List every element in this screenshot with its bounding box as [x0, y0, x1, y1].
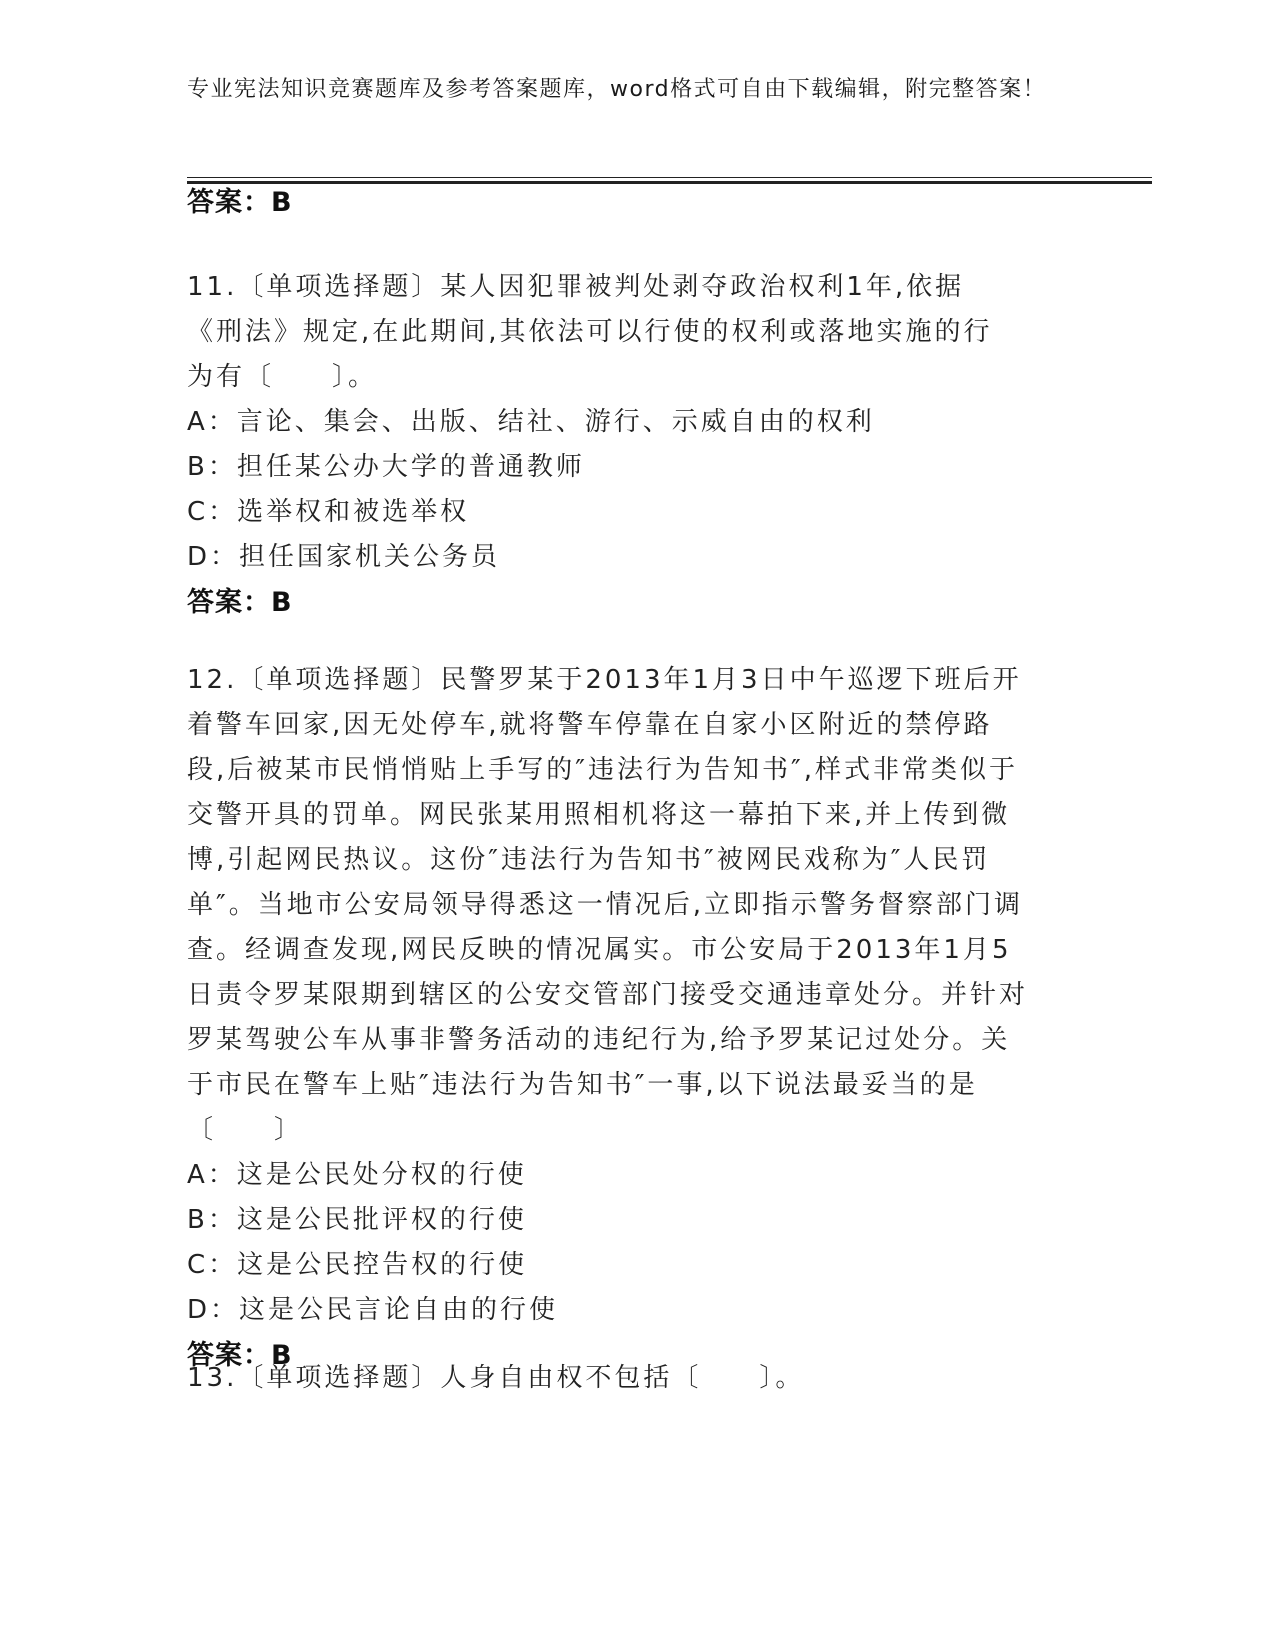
question-11 — [187, 265, 1017, 625]
option-d: D：担任国家机关公务员 — [187, 542, 501, 572]
option-a: A：言论、集会、出版、结社、游行、示威自由的权利 — [187, 407, 875, 437]
option-b: B：这是公民批评权的行使 — [187, 1205, 527, 1235]
previous-answer-block — [187, 180, 1087, 225]
answer-label: 答案：B — [187, 1340, 293, 1371]
question-12 — [187, 658, 1032, 1378]
answer-label: 答案：B — [187, 187, 293, 218]
option-c: C：选举权和被选举权 — [187, 497, 470, 527]
option-c: C：这是公民控告权的行使 — [187, 1250, 528, 1280]
option-a: A：这是公民处分权的行使 — [187, 1160, 527, 1190]
question-text: 11.〔单项选择题〕某人因犯罪被判处剥夺政治权利1年,依据《刑法》规定,在此期间,其依法可以行使的权利或落地实施的行为有〔 〕。 — [187, 272, 993, 392]
header-divider — [187, 177, 1152, 178]
option-d: D：这是公民言论自由的行使 — [187, 1295, 559, 1325]
answer-label: 答案：B — [187, 587, 293, 618]
question-text: 13.〔单项选择题〕人身自由权不包括〔 〕。 — [187, 1363, 805, 1393]
question-13 — [187, 1356, 1087, 1401]
page-header-title: 专业宪法知识竞赛题库及参考答案题库，word格式可自由下载编辑，附完整答案！ — [187, 77, 1047, 102]
option-b: B：担任某公办大学的普通教师 — [187, 452, 585, 482]
question-text: 12.〔单项选择题〕民警罗某于2013年1月3日中午巡逻下班后开着警车回家,因无处停车,就将警车停靠在自家小区附近的禁停路段,后被某市民悄悄贴上手写的″违法行为告知书″,样式非常类似于交警开具的罚单。网民张某用照相机将这一幕拍下来,并上传到微博,引起网民热议。这份″违法行为告知书″被网民戏称为″人民罚单″。当地市公安局领导得悉这一情况后,立即指示警务督察部门调查。经调查发现,网民反映的情况属实。市公安局于2013年1月5日责令罗某限期到辖区的公安交管部门接受交通违章处分。并针对罗某驾驶公车从事非警务活动的违纪行为,给予罗某记过处分。关于市民在警车上贴″违法行为告知书″一事,以下说法最妥当的是〔 〕 — [187, 665, 1029, 1145]
